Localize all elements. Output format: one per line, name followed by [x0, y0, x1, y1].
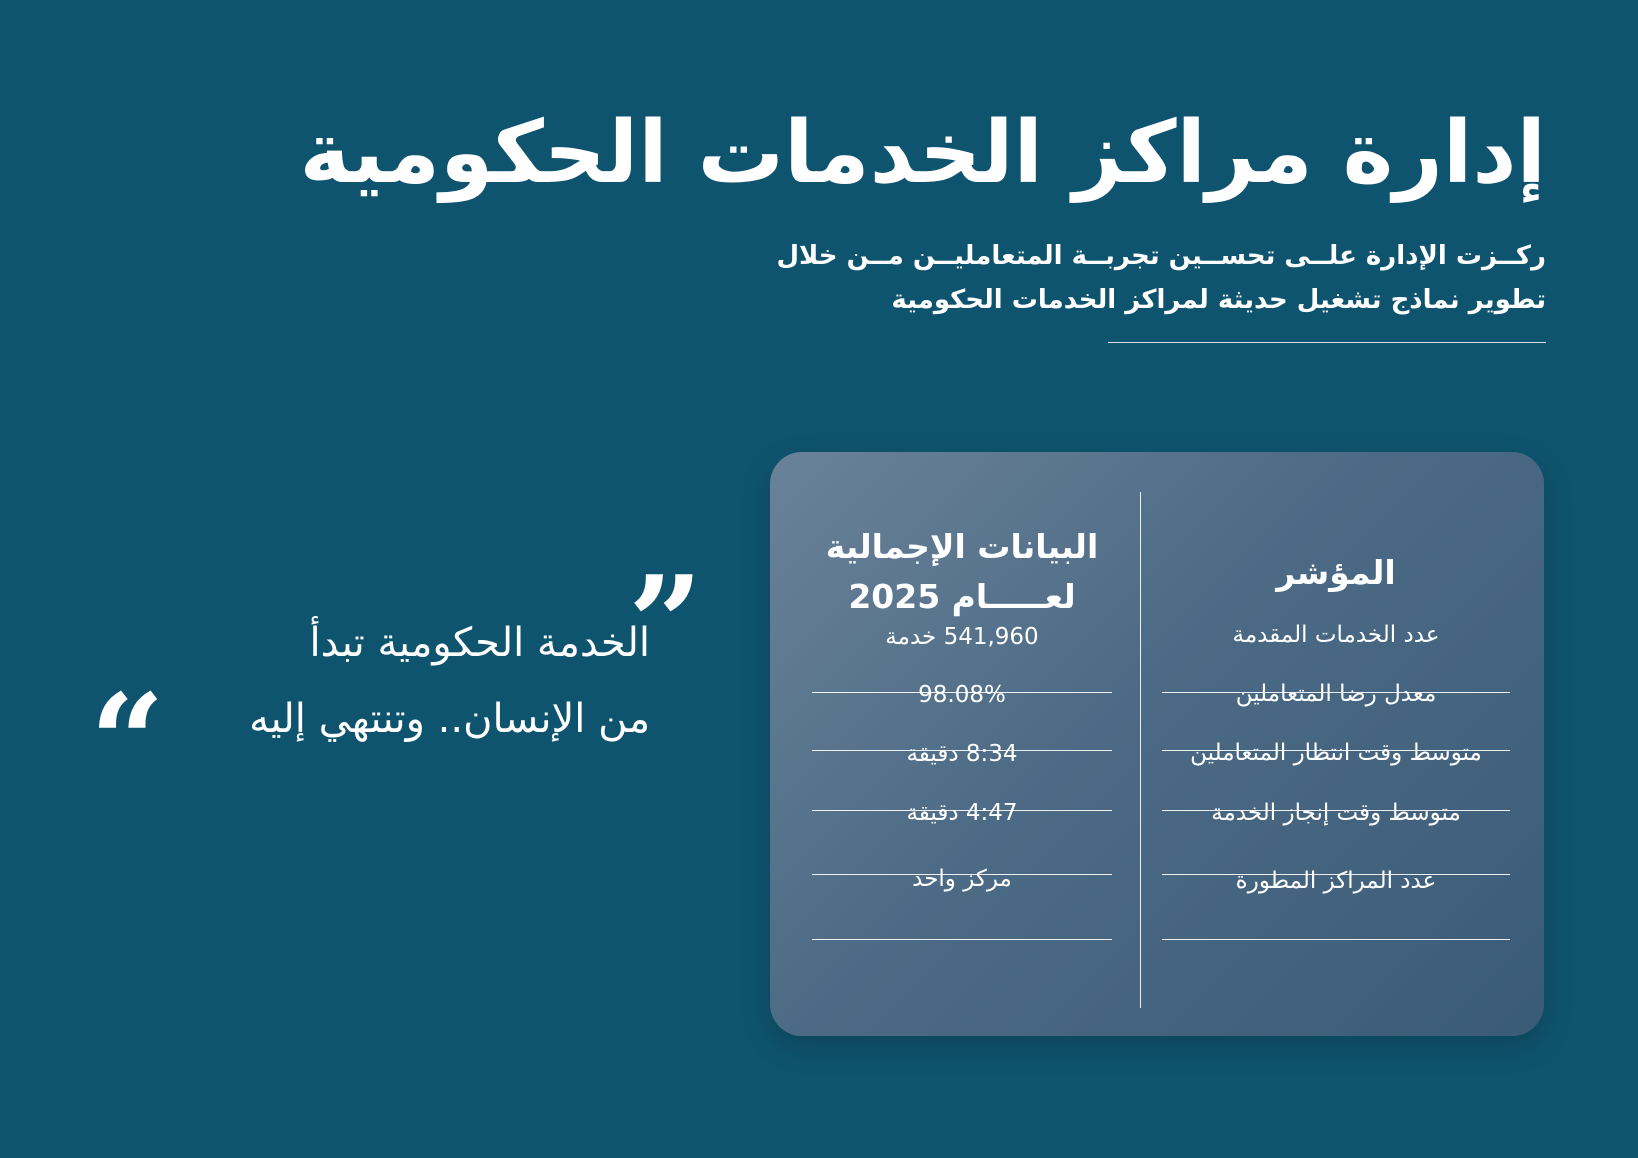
column-divider: [1140, 492, 1141, 1008]
subtitle-line-2: تطوير نماذج تشغيل حديثة لمراكز الخدمات الحكومية: [891, 285, 1546, 315]
row-divider: [812, 939, 1112, 940]
quote-block: [88, 547, 728, 818]
value-cell: 4:47 دقيقة: [906, 800, 1018, 826]
row-divider: [1162, 939, 1510, 940]
data-header: [812, 522, 1112, 622]
indicator-cell: معدل رضا المتعاملين: [1235, 681, 1437, 707]
indicator-cell: متوسط وقت انتظار المتعاملين: [1190, 740, 1482, 766]
value-cell: 8:34 دقيقة: [906, 741, 1018, 767]
indicator-cell: عدد الخدمات المقدمة: [1232, 622, 1440, 648]
indicator-header-text: المؤشر: [1276, 553, 1396, 592]
page-title: إدارة مراكز الخدمات الحكومية: [299, 103, 1546, 203]
data-header-line-1: البيانات الإجمالية: [825, 527, 1099, 566]
quote-text: [180, 605, 650, 757]
statistics-card: [770, 452, 1544, 1036]
value-cell: مركز واحد: [912, 866, 1012, 892]
opening-quote-icon: “: [90, 665, 165, 818]
quote-line-1: الخدمة الحكومية تبدأ: [309, 620, 650, 666]
indicator-header: [1162, 548, 1510, 598]
closing-quote-icon: ”: [628, 547, 703, 700]
value-cell: 541,960 خدمة: [885, 624, 1039, 650]
indicator-cell: متوسط وقت إنجاز الخدمة: [1211, 800, 1461, 826]
indicator-cell: عدد المراكز المطورة: [1235, 868, 1437, 894]
quote-line-2: من الإنسان.. وتنتهي إليه: [249, 696, 650, 742]
title-divider: [1108, 342, 1546, 343]
subtitle-line-1: ركــزت الإدارة علــى تحســين تجربــة المتعامليــن مــن خلال: [776, 241, 1546, 271]
data-header-line-2: لعـــــام 2025: [848, 577, 1076, 616]
page-subtitle: [776, 234, 1546, 322]
value-cell: 98.08%: [918, 682, 1006, 708]
